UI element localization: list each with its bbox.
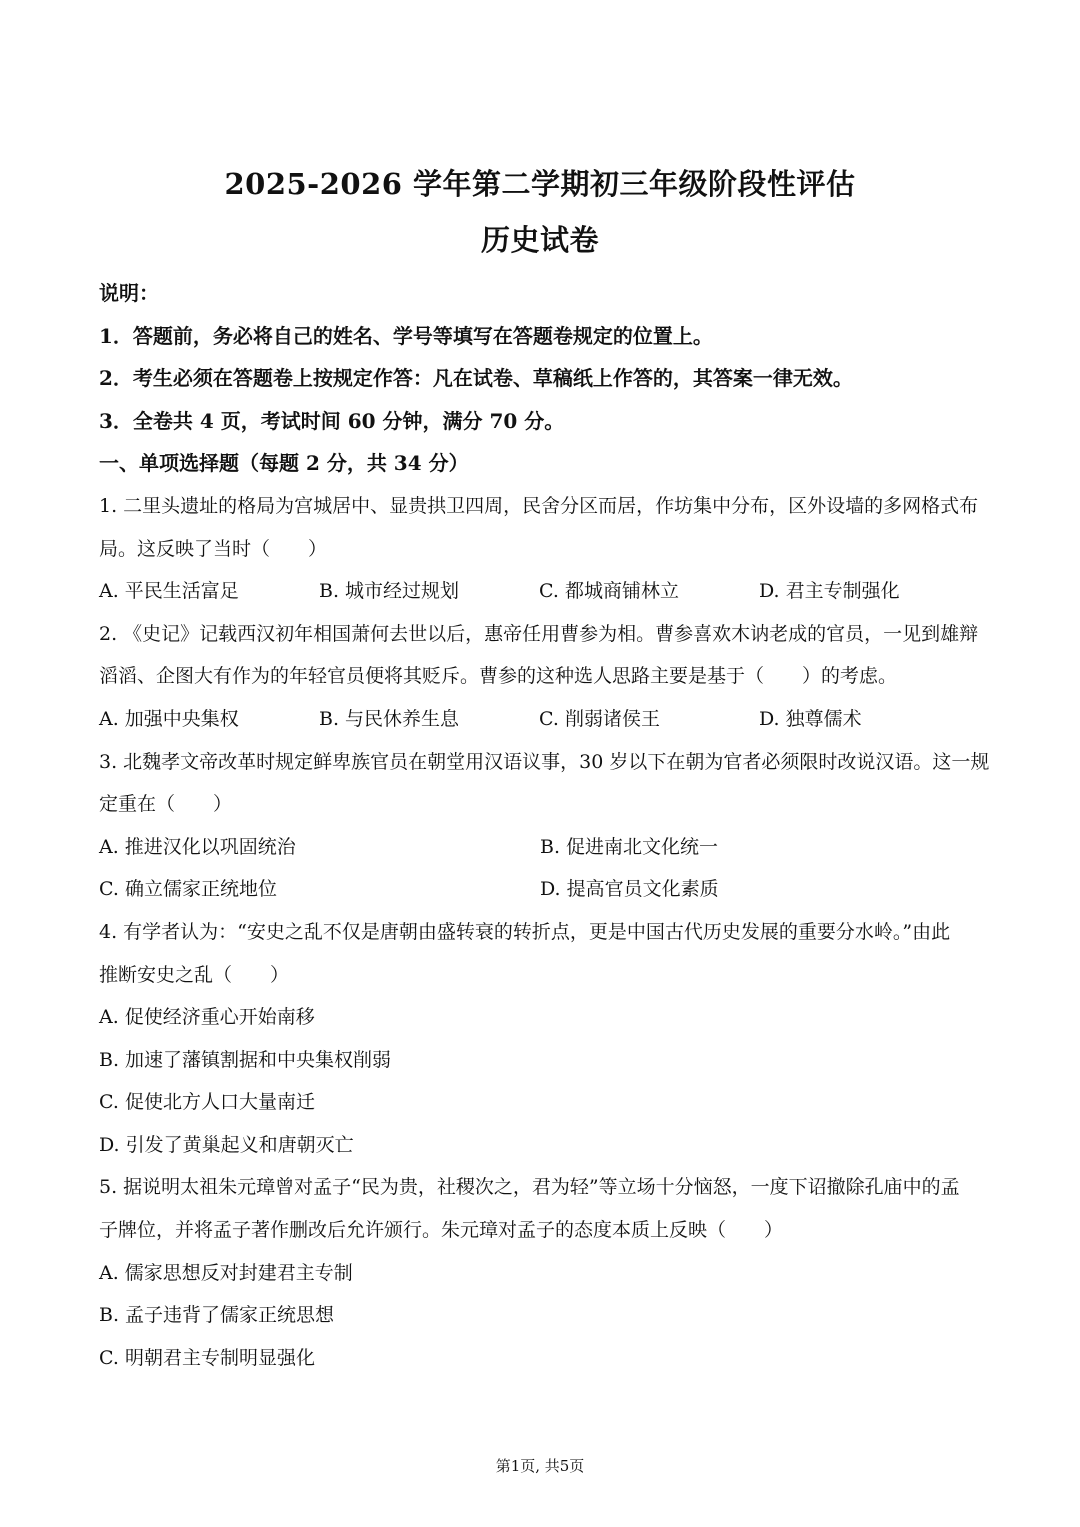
option-d: D. 君主专制强化 bbox=[759, 580, 900, 603]
option-b: B. 促进南北文化统一 bbox=[540, 835, 719, 858]
instructions-heading: 说明： bbox=[99, 281, 159, 305]
option-a: A. 儒家思想反对封建君主专制 bbox=[99, 1261, 353, 1284]
option-b: B. 与民休养生息 bbox=[319, 707, 460, 730]
question-stem-line: 子牌位，并将孟子著作删改后允许颁行。朱元璋对孟子的态度本质上反映（ ） bbox=[99, 1219, 784, 1242]
question-1 bbox=[99, 485, 989, 613]
instruction-item: 2．考生必须在答题卷上按规定作答：凡在试卷、草稿纸上作答的，其答案一律无效。 bbox=[99, 366, 853, 391]
option-a: A. 推进汉化以巩固统治 bbox=[99, 835, 296, 858]
question-stem-line: 3. 北魏孝文帝改革时规定鲜卑族官员在朝堂用汉语议事，30 岁以下在朝为官者必须限时改说汉语。这一规 bbox=[99, 750, 990, 773]
option-a: A. 平民生活富足 bbox=[99, 580, 239, 603]
question-options bbox=[99, 868, 989, 911]
question-options bbox=[99, 570, 989, 613]
question-stem-line: 5. 据说明太祖朱元璋曾对孟子“民为贵，社稷次之，君为轻”等立场十分恼怒，一度下诏撤除孔庙中的孟 bbox=[99, 1176, 960, 1199]
option-c: C. 都城商铺林立 bbox=[539, 580, 679, 603]
option-d: D. 独尊儒术 bbox=[759, 707, 862, 730]
question-stem-line: 推断安史之乱（ ） bbox=[99, 963, 290, 986]
exam-subtitle: 历史试卷 bbox=[480, 223, 599, 257]
option-d: D. 引发了黄巢起义和唐朝灭亡 bbox=[99, 1133, 354, 1156]
question-3 bbox=[99, 741, 989, 911]
question-stem-line: 1. 二里头遗址的格局为宫城居中、显贵拱卫四周，民舍分区而居，作坊集中分布，区外设墙的多网格式布 bbox=[99, 494, 979, 517]
question-options bbox=[99, 826, 989, 869]
option-b: B. 城市经过规划 bbox=[319, 580, 460, 603]
option-c: C. 促使北方人口大量南迁 bbox=[99, 1091, 315, 1114]
option-b: B. 加速了藩镇割据和中央集权削弱 bbox=[99, 1048, 392, 1071]
section-heading: 一、单项选择题（每题 2 分，共 34 分） bbox=[99, 451, 469, 476]
question-stem-line: 局。这反映了当时（ ） bbox=[99, 537, 328, 560]
option-c: C. 确立儒家正统地位 bbox=[99, 878, 277, 901]
question-stem-line: 4. 有学者认为：“安史之乱不仅是唐朝由盛转衰的转折点，更是中国古代历史发展的重要分水岭。”由此 bbox=[99, 920, 951, 943]
question-4 bbox=[99, 911, 989, 1167]
question-options bbox=[99, 698, 989, 741]
exam-content bbox=[99, 272, 989, 1379]
option-c: C. 削弱诸侯王 bbox=[539, 707, 660, 730]
question-2 bbox=[99, 613, 989, 741]
question-5 bbox=[99, 1166, 989, 1379]
option-b: B. 孟子违背了儒家正统思想 bbox=[99, 1304, 335, 1327]
option-a: A. 促使经济重心开始南移 bbox=[99, 1006, 315, 1029]
question-stem-line: 定重在（ ） bbox=[99, 793, 233, 816]
exam-title: 2025-2026 学年第二学期初三年级阶段性评估 bbox=[224, 167, 856, 201]
page-number: 第1页, 共5页 bbox=[495, 1457, 585, 1475]
option-a: A. 加强中央集权 bbox=[99, 707, 239, 730]
instruction-item: 1．答题前，务必将自己的姓名、学号等填写在答题卷规定的位置上。 bbox=[99, 323, 713, 348]
option-c: C. 明朝君主专制明显强化 bbox=[99, 1346, 315, 1369]
question-stem-line: 滔滔、企图大有作为的年轻官员便将其贬斥。曹参的这种选人思路主要是基于（ ）的考虑。 bbox=[99, 665, 898, 688]
instruction-item: 3．全卷共 4 页，考试时间 60 分钟，满分 70 分。 bbox=[99, 408, 565, 433]
option-d: D. 提高官员文化素质 bbox=[540, 878, 719, 901]
question-stem-line: 2. 《史记》记载西汉初年相国萧何去世以后，惠帝任用曹参为相。曹参喜欢木讷老成的官员，一见到雄辩 bbox=[99, 622, 979, 645]
